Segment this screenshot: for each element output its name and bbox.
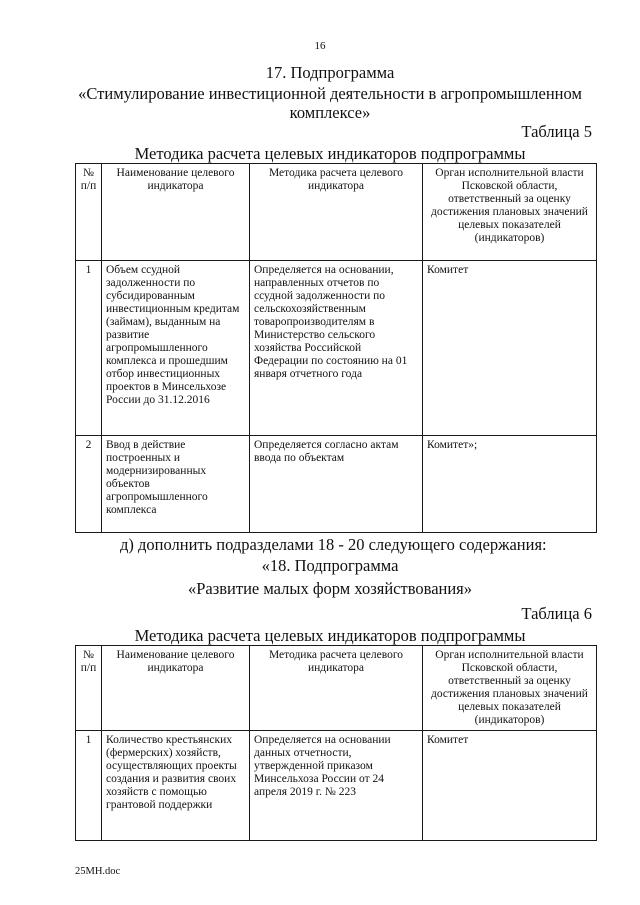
row-responsible-body: Комитет»;: [423, 436, 597, 533]
row-indicator-name: Объем ссудной задолженности по субсидированным инвестиционным кредитам (займам), выданным на развитие агропромышленного комплекса и прошедшим отбор инвестиционных проектов в Минсельхозе России до 31.12.2016: [102, 261, 250, 436]
row-calculation-method: Определяется на основании, направленных отчетов по ссудной задолженности по сельскохозяйственным товаропроизводителям в Министерство сельского хозяйства Российской Федерации по состоянию на 01 января отчетного года: [250, 261, 423, 436]
header-indicator-name: Наименование целевого индикатора: [102, 164, 250, 261]
table-header-row: [76, 646, 597, 731]
table-5-title: Методика расчета целевых индикаторов подпрограммы: [134, 144, 526, 163]
row-calculation-method: Определяется на основании данных отчетности, утвержденной приказом Минсельхоза России от 24 апреля 2019 г. № 223: [250, 731, 423, 841]
row-number: 2: [76, 436, 102, 533]
row-calculation-method: Определяется согласно актам ввода по объектам: [250, 436, 423, 533]
row-indicator-name: Количество крестьянских (фермерских) хозяйств, осуществляющих проекты создания и развития своих хозяйств с помощью грантовой поддержки: [102, 731, 250, 841]
header-number: № п/п: [76, 164, 102, 261]
amendment-note: д) дополнить подразделами 18 - 20 следующего содержания:: [120, 535, 547, 554]
section-18-title: «18. Подпрограмма: [261, 556, 399, 575]
row-number: 1: [76, 261, 102, 436]
table-6-label: Таблица 6: [521, 604, 592, 623]
table-5-label: Таблица 5: [521, 122, 592, 141]
header-indicator-name: Наименование целевого индикатора: [102, 646, 250, 731]
table-row: [76, 436, 597, 533]
section-17-subtitle: «Стимулирование инвестиционной деятельности в агропромышленном: [78, 84, 582, 103]
row-indicator-name: Ввод в действие построенных и модернизированных объектов агропромышленного комплекса: [102, 436, 250, 533]
section-17-title: 17. Подпрограмма: [265, 63, 395, 82]
section-18-subtitle: «Развитие малых форм хозяйствования»: [187, 579, 473, 598]
table-header-row: [76, 164, 597, 261]
page-number: 16: [314, 40, 326, 52]
row-responsible-body: Комитет: [423, 261, 597, 436]
header-number: № п/п: [76, 646, 102, 731]
table-row: [76, 731, 597, 841]
table-row: [76, 261, 597, 436]
table-6-title: Методика расчета целевых индикаторов подпрограммы: [134, 626, 526, 645]
section-17-subtitle-cont: комплексе»: [289, 103, 371, 122]
row-number: 1: [76, 731, 102, 841]
header-responsible-body: Орган исполнительной власти Псковской области, ответственный за оценку достижения плановых значений целевых показателей (индикаторов): [423, 164, 597, 261]
table-6: [75, 645, 597, 841]
row-responsible-body: Комитет: [423, 731, 597, 841]
header-responsible-body: Орган исполнительной власти Псковской области, ответственный за оценку достижения плановых значений целевых показателей (индикаторов): [423, 646, 597, 731]
header-calculation-method: Методика расчета целевого индикатора: [250, 646, 423, 731]
footer-filename: 25МН.doc: [75, 866, 121, 877]
table-5: [75, 163, 597, 533]
header-calculation-method: Методика расчета целевого индикатора: [250, 164, 423, 261]
